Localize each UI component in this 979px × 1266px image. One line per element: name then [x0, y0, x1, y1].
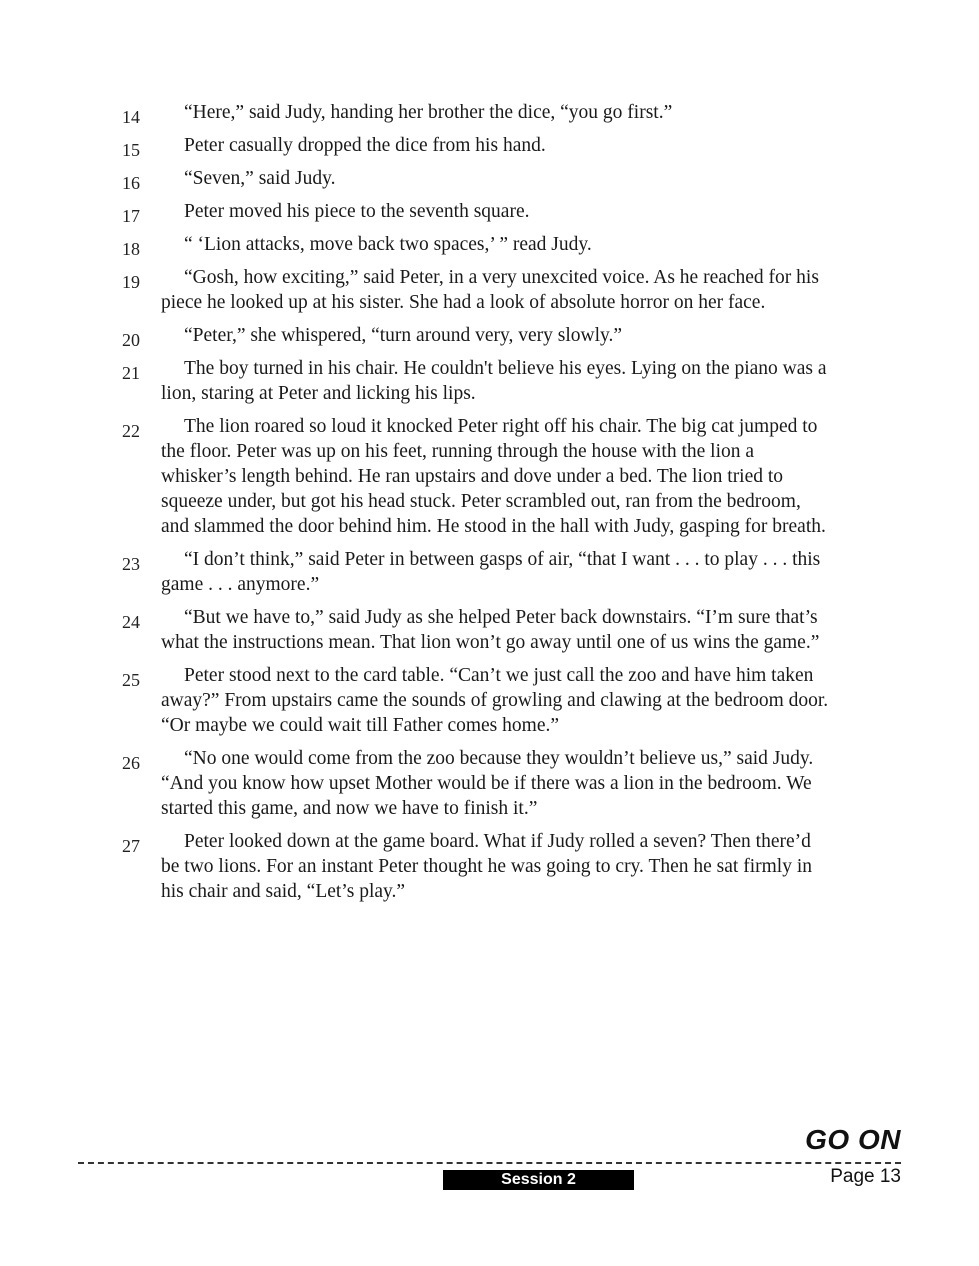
story-passage	[0, 100, 979, 912]
paragraph-text: “But we have to,” said Judy as she helped Peter back downstairs. “I’m sure that’s what the instructions mean. That lion won’t go away until one of us wins the game.”	[161, 607, 820, 653]
paragraph-26	[0, 746, 979, 821]
paragraph-16	[0, 166, 979, 191]
paragraph-24	[0, 605, 979, 655]
paragraph-22	[0, 414, 979, 539]
paragraph-text: “ ‘Lion attacks, move back two spaces,’ ” read Judy.	[184, 234, 592, 255]
paragraph-27	[0, 829, 979, 904]
paragraph-number: 21	[122, 363, 140, 383]
paragraph-text: “No one would come from the zoo because they wouldn’t believe us,” said Judy. “And you know how upset Mother would be if there was a lion in the bedroom. We started this game, and now we have to finish it.”	[161, 748, 814, 819]
paragraph-number: 18	[122, 239, 140, 259]
paragraph-text: “I don’t think,” said Peter in between gasps of air, “that I want . . . to play . . . this game . . . anymore.”	[161, 549, 821, 595]
paragraph-number: 23	[122, 554, 140, 574]
footer-divider	[78, 1162, 901, 1164]
paragraph-text: “Peter,” she whispered, “turn around very, very slowly.”	[184, 325, 622, 346]
paragraph-23	[0, 547, 979, 597]
paragraph-number: 17	[122, 206, 140, 226]
paragraph-text: Peter stood next to the card table. “Can’t we just call the zoo and have him taken away?” From upstairs came the sounds of growling and clawing at the bedroom door. “Or maybe we could wait till Father comes home.”	[161, 665, 829, 736]
paragraph-number: 24	[122, 612, 140, 632]
paragraph-text: Peter looked down at the game board. What if Judy rolled a seven? Then there’d be two lions. For an instant Peter thought he was going to cry. Then he sat firmly in his chair and said, “Let’s play.”	[161, 831, 812, 902]
session-badge: Session 2	[443, 1170, 634, 1190]
paragraph-text: “Seven,” said Judy.	[184, 168, 336, 189]
paragraph-21	[0, 356, 979, 406]
go-on-label: GO ON	[805, 1124, 901, 1155]
paragraph-20	[0, 323, 979, 348]
paragraph-text: Peter casually dropped the dice from his hand.	[184, 135, 546, 156]
paragraph-number: 15	[122, 140, 140, 160]
paragraph-15	[0, 133, 979, 158]
paragraph-text: “Gosh, how exciting,” said Peter, in a very unexcited voice. As he reached for his piece he looked up at his sister. She had a look of absolute horror on her face.	[161, 267, 819, 313]
paragraph-25	[0, 663, 979, 738]
paragraph-text: Peter moved his piece to the seventh square.	[184, 201, 530, 222]
paragraph-18	[0, 232, 979, 257]
page-number: Page 13	[830, 1166, 901, 1187]
paragraph-17	[0, 199, 979, 224]
paragraph-text: “Here,” said Judy, handing her brother the dice, “you go first.”	[184, 102, 673, 123]
paragraph-number: 22	[122, 421, 140, 441]
paragraph-number: 26	[122, 753, 140, 773]
paragraph-text: The lion roared so loud it knocked Peter right off his chair. The big cat jumped to the floor. Peter was up on his feet, running through the house with the lion a whisker’s length behind. He ran upstairs and dove under a bed. The lion tried to squeeze under, but got his head stuck. Peter scrambled out, ran from the bedroom, and slammed the door behind him. He stood in the hall with Judy, gasping for breath.	[161, 416, 826, 537]
paragraph-number: 25	[122, 670, 140, 690]
paragraph-number: 14	[122, 107, 140, 127]
paragraph-14	[0, 100, 979, 125]
paragraph-number: 16	[122, 173, 140, 193]
paragraph-19	[0, 265, 979, 315]
paragraph-number: 27	[122, 836, 140, 856]
paragraph-text: The boy turned in his chair. He couldn't believe his eyes. Lying on the piano was a lion, staring at Peter and licking his lips.	[161, 358, 827, 404]
paragraph-number: 20	[122, 330, 140, 350]
paragraph-number: 19	[122, 272, 140, 292]
